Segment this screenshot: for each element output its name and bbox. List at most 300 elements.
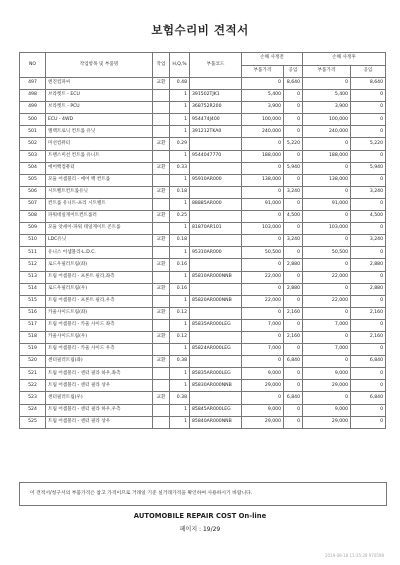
row-part-price-after: 0 [303,235,351,247]
row-no: 518 [20,331,46,343]
row-item: 트림 어셈블리 - 센터 필라 하우,우측 [46,404,153,416]
row-part-price-after: 0 [303,331,351,343]
row-part-code: 85810AR000NNB [190,271,242,283]
row-part-code: 85830AR000NNB [190,380,242,392]
row-part-code [190,356,242,368]
header-item: 작업항목 및 부품명 [46,53,153,78]
row-work [153,380,170,392]
table-row [20,126,386,138]
row-hours: 1 [170,174,190,186]
row-labor-after: 0 [351,150,386,162]
row-labor-after: 3,240 [351,235,386,247]
row-labor-after: 0 [351,416,386,428]
table-row [20,78,386,90]
row-labor-before: 2,160 [284,307,303,319]
row-work [153,319,170,331]
row-item: 트랜스미션 컨트롤 유니트 [46,150,153,162]
row-part-code: 88885AR000 [190,198,242,210]
header-no: NO [20,53,46,78]
row-item: 트림 어셈블리 - 센터 필라 하우,좌측 [46,368,153,380]
row-work: 교환 [153,138,170,150]
row-labor-before: 0 [284,126,303,138]
row-no: 516 [20,307,46,319]
row-hours: 1 [170,416,190,428]
row-part-price-before: 22,000 [242,295,284,307]
row-no: 514 [20,283,46,295]
row-no: 501 [20,126,46,138]
table-row [20,392,386,404]
header-labor-before: 공임 [284,65,303,78]
table-row [20,331,386,343]
row-part-price-before: 0 [242,307,284,319]
row-item: 로드우필러트림(우) [46,283,153,295]
row-part-code: 391212TKA0 [190,126,242,138]
row-part-code: 391502TJK1 [190,90,242,102]
row-item: LDC유닛 [46,235,153,247]
row-labor-before: 0 [284,198,303,210]
row-hours: 1 [170,344,190,356]
row-part-price-before: 7,000 [242,344,284,356]
row-work [153,114,170,126]
table-row [20,235,386,247]
row-no: 498 [20,90,46,102]
footer-title: AUTOMOBILE REPAIR COST On-line [133,512,267,520]
row-work [153,102,170,114]
row-part-price-after: 100,000 [303,114,351,126]
header-part-code: 부품코드 [190,53,242,78]
row-part-price-after: 0 [303,307,351,319]
row-hours: 1 [170,368,190,380]
row-part-code: 85840AR000NNB [190,416,242,428]
row-item: 센터필러트림(우) [46,392,153,404]
row-labor-after: 2,160 [351,307,386,319]
row-work: 교환 [153,235,170,247]
row-labor-after: 0 [351,126,386,138]
row-part-price-after: 0 [303,211,351,223]
row-part-code: 81870AR101 [190,223,242,235]
table-row [20,114,386,126]
row-no: 502 [20,138,46,150]
row-part-price-before: 100,000 [242,114,284,126]
row-labor-before: 0 [284,102,303,114]
row-no: 504 [20,162,46,174]
row-item: 브라켓트 - ECU [46,90,153,102]
table-body [20,78,386,429]
row-no: 506 [20,186,46,198]
header-part-price-after: 부품가격 [303,65,351,78]
header-part-price-before: 부품가격 [242,65,284,78]
row-no: 522 [20,380,46,392]
row-hours: 1 [170,150,190,162]
row-hours: 0.48 [170,78,190,90]
row-part-price-after: 240,000 [303,126,351,138]
row-work [153,90,170,102]
row-part-price-after: 0 [303,392,351,404]
row-labor-after: 2,880 [351,259,386,271]
row-no: 519 [20,344,46,356]
row-part-price-before: 0 [242,356,284,368]
row-hours: 1 [170,90,190,102]
row-item: 파워데일게이트컨트롤러 [46,211,153,223]
row-part-code: 95310AR000 [190,247,242,259]
row-work: 교환 [153,78,170,90]
row-item: 트림 어셈블리 - 센터 필라 상우 [46,380,153,392]
table-row [20,295,386,307]
row-item: 미션컴퓨터 [46,138,153,150]
row-hours: 1 [170,404,190,416]
row-labor-after: 5,220 [351,138,386,150]
row-part-code: 95910AR000 [190,174,242,186]
row-item: 로드우필러트림(좌) [46,259,153,271]
table-row [20,90,386,102]
row-part-price-before: 0 [242,78,284,90]
row-labor-after: 0 [351,271,386,283]
row-no: 507 [20,198,46,210]
row-no: 517 [20,319,46,331]
row-part-code [190,307,242,319]
row-work: 교환 [153,211,170,223]
row-part-price-after: 22,000 [303,295,351,307]
row-labor-before: 5,220 [284,138,303,150]
row-hours: 0.18 [170,235,190,247]
row-part-price-before: 9,000 [242,404,284,416]
row-part-price-after: 0 [303,78,351,90]
row-hours: 1 [170,271,190,283]
row-work: 교환 [153,283,170,295]
row-work: 교환 [153,392,170,404]
row-no: 499 [20,102,46,114]
row-work [153,198,170,210]
header-before-adjustment: 손해 사정전 [242,53,303,66]
row-part-code [190,78,242,90]
header-after-adjustment: 손해 사정후 [303,53,386,66]
row-item: 트림 어셈블리 - 센터 필라 상우 [46,416,153,428]
row-labor-before: 0 [284,247,303,259]
row-labor-after: 4,500 [351,211,386,223]
print-timestamp: 2019-08-18 11:35:28 970598 [324,553,384,558]
table-row [20,380,386,392]
row-labor-before: 0 [284,344,303,356]
row-part-price-after: 188,000 [303,150,351,162]
table-row [20,174,386,186]
row-part-code [190,283,242,295]
row-hours: 1 [170,319,190,331]
row-part-price-after: 0 [303,186,351,198]
row-labor-after: 0 [351,114,386,126]
row-part-price-before: 29,000 [242,416,284,428]
row-item: 트림 어셈블리 - 카울 사이드 좌측 [46,319,153,331]
row-work [153,416,170,428]
row-part-price-before: 0 [242,392,284,404]
row-part-code [190,259,242,271]
row-hours: 0.16 [170,259,190,271]
table-row [20,356,386,368]
row-hours: 1 [170,198,190,210]
row-part-price-before: 103,000 [242,223,284,235]
row-part-code: 85824AR000LEG [190,344,242,356]
row-item: 센터필러트림(좌) [46,356,153,368]
document-title: 보험수리비 견적서 [151,23,249,37]
row-part-price-after: 7,000 [303,344,351,356]
row-hours: 1 [170,247,190,259]
table-row [20,223,386,235]
row-part-price-before: 5,400 [242,90,284,102]
row-no: 497 [20,78,46,90]
row-hours: 1 [170,380,190,392]
row-no: 508 [20,211,46,223]
row-part-code: 85845AR000LEG [190,404,242,416]
row-work [153,223,170,235]
header-hours: H,Q,% [170,53,190,78]
row-work: 교환 [153,356,170,368]
row-labor-after: 0 [351,344,386,356]
row-part-price-before: 7,000 [242,319,284,331]
row-labor-before: 3,240 [284,186,303,198]
row-labor-before: 0 [284,223,303,235]
row-labor-after: 2,880 [351,283,386,295]
row-part-price-after: 29,000 [303,380,351,392]
row-no: 500 [20,114,46,126]
row-part-price-before: 0 [242,331,284,343]
row-hours: 0.29 [170,138,190,150]
row-labor-before: 0 [284,319,303,331]
row-labor-after: 0 [351,295,386,307]
row-hours: 0.12 [170,307,190,319]
table-row [20,198,386,210]
row-no: 524 [20,404,46,416]
row-labor-before: 8,640 [284,78,303,90]
table-row [20,138,386,150]
row-work [153,150,170,162]
table-row [20,259,386,271]
row-item: 컨트롤 유니트-프리 시트벨트 [46,198,153,210]
row-labor-before: 2,880 [284,283,303,295]
row-part-code [190,211,242,223]
row-part-price-after: 138,000 [303,174,351,186]
row-work [153,126,170,138]
row-no: 511 [20,247,46,259]
row-labor-before: 6,840 [284,356,303,368]
row-part-price-after: 91,000 [303,198,351,210]
table-row [20,271,386,283]
table-row [20,247,386,259]
row-labor-before: 4,500 [284,211,303,223]
row-hours: 0.38 [170,356,190,368]
row-item: ECU - 4WD [46,114,153,126]
row-hours: 0.16 [170,283,190,295]
row-work: 교환 [153,331,170,343]
header-work: 작업 [153,53,170,78]
row-labor-before: 0 [284,404,303,416]
row-part-price-after: 0 [303,283,351,295]
row-item: 카울사이드트림(좌) [46,307,153,319]
row-part-code: 9544047770 [190,150,242,162]
row-part-price-before: 50,500 [242,247,284,259]
row-hours: 1 [170,223,190,235]
row-part-price-after: 0 [303,138,351,150]
row-part-price-before: 240,000 [242,126,284,138]
row-hours: 0.38 [170,392,190,404]
row-hours: 0.18 [170,186,190,198]
row-part-price-after: 9,000 [303,368,351,380]
row-hours: 1 [170,126,190,138]
row-part-code [190,138,242,150]
table-row [20,404,386,416]
row-part-price-after: 5,400 [303,90,351,102]
row-labor-after: 0 [351,368,386,380]
row-item: 유니스 어셈블리-L.D.C. [46,247,153,259]
row-hours: 1 [170,114,190,126]
row-work [153,174,170,186]
row-part-price-before: 0 [242,162,284,174]
row-labor-before: 0 [284,295,303,307]
row-no: 521 [20,368,46,380]
row-item: 모듈 어셈블리 - 에어 백 컨트롤 [46,174,153,186]
row-no: 515 [20,295,46,307]
row-part-price-before: 9,000 [242,368,284,380]
row-part-price-after: 0 [303,259,351,271]
table-row [20,368,386,380]
row-work [153,271,170,283]
row-part-price-before: 0 [242,283,284,295]
row-part-code: 85835AR000LEG [190,319,242,331]
row-part-price-before: 138,000 [242,174,284,186]
row-part-price-before: 91,000 [242,198,284,210]
row-item: 트림 어셈블리 - 프론트 필라,좌측 [46,271,153,283]
row-part-code [190,392,242,404]
row-labor-after: 6,840 [351,392,386,404]
row-labor-before: 2,880 [284,259,303,271]
row-no: 509 [20,223,46,235]
row-part-code: 85835AR000LEG [190,368,242,380]
table-row [20,186,386,198]
row-labor-after: 0 [351,174,386,186]
row-item: 엔진컴파씨 [46,78,153,90]
row-part-price-after: 3,900 [303,102,351,114]
row-labor-after: 2,160 [351,331,386,343]
row-labor-after: 0 [351,223,386,235]
row-work [153,344,170,356]
row-part-price-after: 103,000 [303,223,351,235]
row-labor-after: 8,640 [351,78,386,90]
row-item: 시트벨트컨트롤유닛 [46,186,153,198]
row-part-price-before: 29,000 [242,380,284,392]
row-part-price-after: 22,000 [303,271,351,283]
row-part-price-after: 0 [303,356,351,368]
row-work: 교환 [153,162,170,174]
table-row [20,150,386,162]
row-no: 520 [20,356,46,368]
estimate-table [19,52,386,429]
table-row [20,162,386,174]
row-part-price-after: 9,000 [303,404,351,416]
row-labor-after: 0 [351,102,386,114]
table-row [20,344,386,356]
row-labor-before: 5,940 [284,162,303,174]
row-no: 523 [20,392,46,404]
row-labor-after: 3,240 [351,186,386,198]
row-labor-before: 3,240 [284,235,303,247]
row-labor-after: 6,840 [351,356,386,368]
table-row [20,416,386,428]
row-labor-before: 0 [284,271,303,283]
row-labor-after: 0 [351,319,386,331]
row-part-price-before: 0 [242,235,284,247]
row-part-price-before: 0 [242,211,284,223]
row-hours: 0.12 [170,331,190,343]
row-part-code: 954474J400 [190,114,242,126]
row-work [153,247,170,259]
row-hours: 0.33 [170,162,190,174]
row-labor-before: 0 [284,174,303,186]
row-part-price-before: 188,000 [242,150,284,162]
row-labor-before: 0 [284,416,303,428]
row-hours: 1 [170,295,190,307]
row-part-code: 368752R200 [190,102,242,114]
row-labor-after: 0 [351,90,386,102]
row-item: 트림 어셈블리 - 카울 사이드 우측 [46,344,153,356]
row-no: 512 [20,259,46,271]
row-part-price-before: 0 [242,259,284,271]
row-work [153,368,170,380]
row-labor-before: 0 [284,368,303,380]
row-labor-before: 0 [284,90,303,102]
row-part-code [190,331,242,343]
table-row [20,283,386,295]
row-work [153,404,170,416]
table-row [20,211,386,223]
row-part-code [190,235,242,247]
row-part-price-before: 0 [242,138,284,150]
row-labor-after: 0 [351,198,386,210]
row-part-code [190,162,242,174]
row-work: 교환 [153,259,170,271]
row-labor-before: 0 [284,114,303,126]
page-number: 페이지 : 19/29 [179,526,221,533]
row-part-price-before: 22,000 [242,271,284,283]
row-labor-after: 0 [351,404,386,416]
row-no: 525 [20,416,46,428]
row-work [153,295,170,307]
row-hours: 1 [170,102,190,114]
row-no: 510 [20,235,46,247]
row-labor-after: 0 [351,380,386,392]
row-item: 트림 어셈블리 - 프론트 필라,우측 [46,295,153,307]
row-part-price-after: 29,000 [303,416,351,428]
table-row [20,319,386,331]
row-item: 엘렉트로닉 컨트롤 유닛 [46,126,153,138]
row-labor-after: 0 [351,247,386,259]
row-no: 503 [20,150,46,162]
row-part-price-before: 3,900 [242,102,284,114]
row-item: 에어백컴퓨터 [46,162,153,174]
row-work: 교환 [153,307,170,319]
row-part-code [190,186,242,198]
row-part-price-after: 0 [303,162,351,174]
row-part-price-before: 0 [242,186,284,198]
notice-box: 이 견적서/청구서의 부품가격은 참고 가격이므로 거래일 기준 실거래가격을 확인하여 사용하시기 바랍니다. [19,482,387,506]
row-item: 카울사이드트림(우) [46,331,153,343]
table-row [20,102,386,114]
row-labor-before: 6,840 [284,392,303,404]
table-row [20,307,386,319]
header-labor-after: 공임 [351,65,386,78]
row-hours: 0.25 [170,211,190,223]
row-item: 모듈 앗세이-파워 테일게이트 콘트롤 [46,223,153,235]
row-labor-before: 0 [284,150,303,162]
row-no: 513 [20,271,46,283]
row-no: 505 [20,174,46,186]
